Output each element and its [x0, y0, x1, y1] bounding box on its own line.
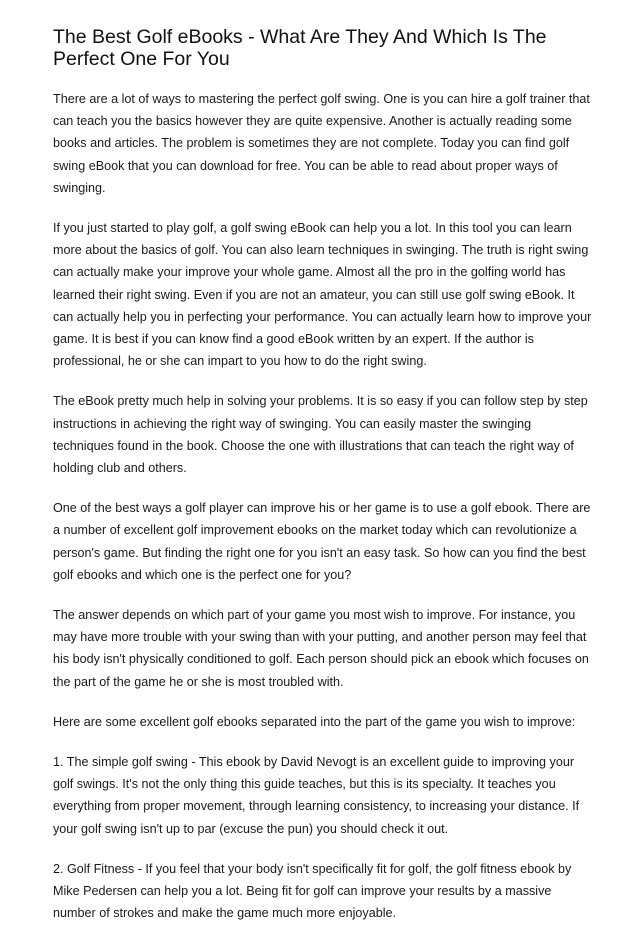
- document-title: The Best Golf eBooks - What Are They And Which Is The Perfect One For You: [53, 26, 547, 70]
- paragraph-4: One of the best ways a golf player can improve his or her game is to use a golf ebook. There are a number of excellent golf improvement ebooks on the market today which can revolutionize a person's game. But finding the right one for you isn't an easy task. So how can you find the best golf ebooks and which one is the perfect one for you?: [53, 501, 591, 582]
- paragraph-1: There are a lot of ways to mastering the perfect golf swing. One is you can hire a golf trainer that can teach you the basics however they are quite expensive. Another is actually reading some books and articles. The problem is sometimes they are not complete. Today you can find golf swing eBook that you can download for free. You can be able to read about proper ways of swinging.: [53, 92, 590, 195]
- paragraph-6: Here are some excellent golf ebooks separated into the part of the game you wish to improve:: [53, 714, 576, 729]
- paragraph-2: If you just started to play golf, a golf swing eBook can help you a lot. In this tool you can learn more about the basics of golf. You can also learn techniques in swinging. The truth is right swing can actually make your improve your whole game. Almost all the pro in the golfing world has learned their right swing. Even if you are not an amateur, you can still use golf swing eBook. It can actually help you in perfecting your performance. You can actually learn how to improve your game. It is best if you can know find a good eBook written by an expert. If the author is professional, he or she can impart to you how to do the right swing.: [53, 221, 592, 369]
- paragraph-5: The answer depends on which part of your game you most wish to improve. For instance, you may have more trouble with your swing than with your putting, and another person may feel that his body isn't physically conditioned to golf. Each person should pick an ebook which focuses on the part of the game he or she is most troubled with.: [53, 608, 589, 689]
- paragraph-7: 1. The simple golf swing - This ebook by David Nevogt is an excellent guide to improving your golf swings. It's not the only thing this guide teaches, but this is its specialty. It teaches you everything from proper movement, through learning consistency, to increasing your distance. If your golf swing isn't up to par (excuse the pun) you should check it out.: [53, 755, 580, 836]
- paragraph-3: The eBook pretty much help in solving your problems. It is so easy if you can follow step by step instructions in achieving the right way of swinging. You can easily master the swinging techniques found in the book. Choose the one with illustrations that can teach the right way of holding club and others.: [53, 394, 588, 476]
- document-page: [53, 26, 593, 943]
- paragraph-8: 2. Golf Fitness - If you feel that your body isn't specifically fit for golf, the golf fitness ebook by Mike Pedersen can help you a lot. Being fit for golf can improve your results by a massive number of strokes and make the game much more enjoyable.: [53, 861, 572, 921]
